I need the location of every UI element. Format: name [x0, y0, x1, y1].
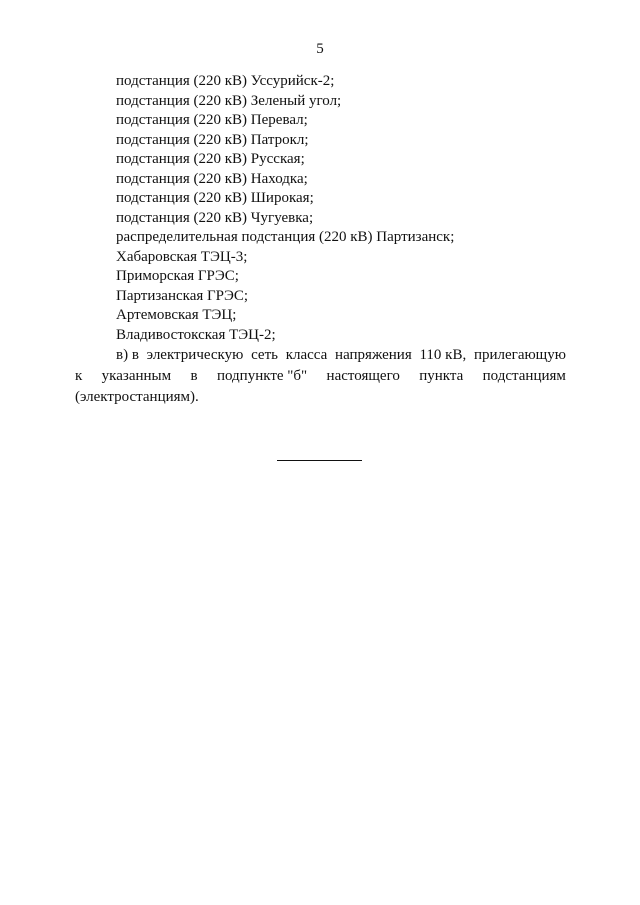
list-item: Приморская ГРЭС;: [116, 268, 239, 284]
paragraph-word: класса: [285, 347, 328, 363]
paragraph-word: пункта: [419, 368, 464, 384]
paragraph-word: сеть: [251, 347, 278, 363]
list-item: подстанция (220 кВ) Русская;: [116, 151, 305, 167]
list-item: подстанция (220 кВ) Находка;: [116, 170, 308, 187]
paragraph-line-3: (электростанциям).: [75, 389, 199, 405]
list-item: подстанция (220 кВ) Патрокл;: [116, 131, 309, 148]
paragraph-v: [75, 345, 566, 408]
paragraph-word: напряжения: [335, 347, 412, 363]
paragraph-word: 110 кВ,: [419, 347, 467, 363]
list-item: Владивостокская ТЭЦ-2;: [116, 326, 276, 343]
paragraph-word: настоящего: [326, 368, 400, 384]
paragraph-word: электрическую: [146, 347, 244, 363]
list-item: распределительная подстанция (220 кВ) Партизанск;: [116, 229, 455, 245]
list-item: Хабаровская ТЭЦ-3;: [116, 248, 248, 265]
end-separator-line: [277, 460, 362, 461]
list-item: Артемовская ТЭЦ;: [116, 307, 237, 323]
paragraph-word: в: [190, 368, 198, 384]
paragraph-word: в) в: [116, 347, 139, 363]
paragraph-line-2: [75, 366, 566, 387]
list-item: подстанция (220 кВ) Перевал;: [116, 112, 308, 128]
paragraph-word: к: [75, 368, 83, 384]
document-body: [75, 72, 566, 408]
list-item: подстанция (220 кВ) Уссурийск-2;: [116, 73, 335, 89]
paragraph-word: указанным: [101, 368, 172, 384]
list-item: Партизанская ГРЭС;: [116, 287, 249, 304]
paragraph-word: подпункте "б": [216, 368, 308, 384]
page-number: 5: [316, 41, 324, 57]
list-item: подстанция (220 кВ) Широкая;: [116, 190, 314, 206]
list-item: подстанция (220 кВ) Зеленый угол;: [116, 92, 342, 109]
list-item: подстанция (220 кВ) Чугуевка;: [116, 209, 314, 226]
paragraph-word: прилегающую: [473, 347, 566, 363]
paragraph-word: подстанциям: [482, 368, 566, 384]
paragraph-line-1: [75, 345, 566, 366]
